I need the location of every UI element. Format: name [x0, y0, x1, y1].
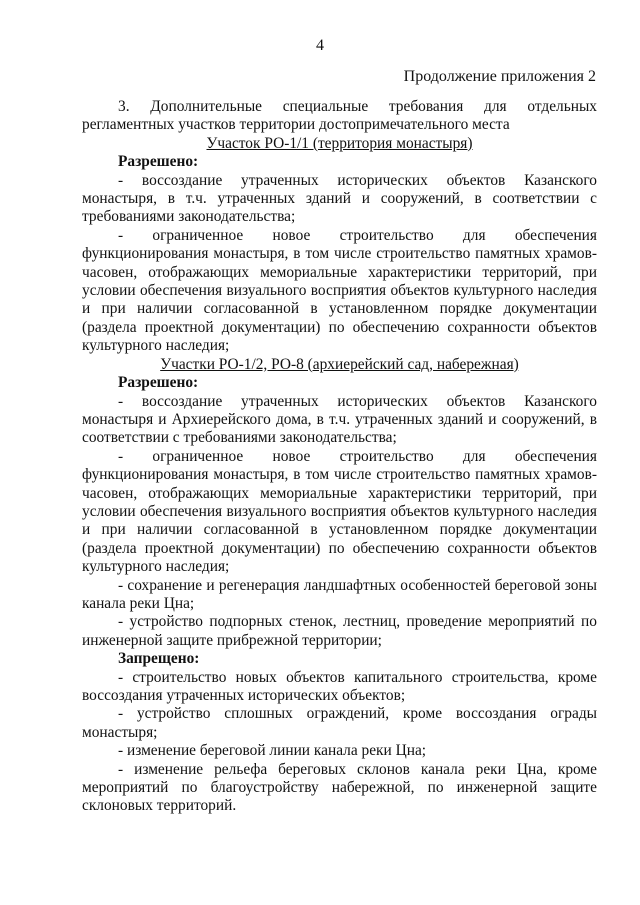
- block1-allowed-label: Разрешено:: [118, 153, 199, 171]
- block1-heading: Участок РО-1/1 (территория монастыря): [206, 134, 473, 152]
- block2-allowed-label: Разрешено:: [118, 374, 199, 392]
- block2-allowed-item: - воссоздание утраченных исторических объектов Казанского монастыря и Архиерейского дома, в т.ч. утраченных зданий и сооружений, в соответствии с требованиями законодательства;: [82, 392, 597, 447]
- block2-allowed-item: - сохранение и регенерация ландшафтных особенностей береговой зоны канала реки Цна;: [82, 576, 597, 612]
- section-title: 3. Дополнительные специальные требования для отдельных регламентных участков территории достопримечательного места: [82, 98, 597, 134]
- block2-heading: Участки РО-1/2, РО-8 (архиерейский сад, набережная): [160, 355, 519, 373]
- block2-allowed-item: - устройство подпорных стенок, лестниц, проведение мероприятий по инженерной защите прибрежной территории;: [82, 613, 597, 649]
- block2-forbidden-item: - строительство новых объектов капитального строительства, кроме воссоздания утраченных исторических объектов;: [82, 668, 597, 704]
- page-number: 4: [316, 37, 324, 54]
- block2-forbidden-item: - изменение рельефа береговых склонов канала реки Цна, кроме мероприятий по благоустройству набережной, по инженерной защите склоновых территорий.: [82, 760, 597, 815]
- block2-forbidden-label: Запрещено:: [118, 650, 200, 668]
- appendix-continuation-note: Продолжение приложения 2: [403, 68, 596, 85]
- block2-forbidden-item: - устройство сплошных ограждений, кроме воссоздания ограды монастыря;: [82, 705, 597, 741]
- document-body: [82, 98, 597, 816]
- block1-item: - ограниченное новое строительство для обеспечения функционирования монастыря, в том числе строительство памятных храмов-часовен, отображающих мемориальные характеристики территорий, при условии обеспечения визуального восприятия объектов культурного наследия и при наличии согласованной в установленном порядке документации (раздела проектной документации) по обеспечению сохранности объектов культурного наследия;: [82, 226, 597, 355]
- block2-allowed-item: - ограниченное новое строительство для обеспечения функционирования монастыря, в том числе строительство памятных храмов-часовен, отображающих мемориальные характеристики территорий, при условии обеспечения визуального восприятия объектов культурного наследия и при наличии согласованной в установленном порядке документации (раздела проектной документации) по обеспечению сохранности объектов культурного наследия;: [82, 447, 597, 576]
- block1-item: - воссоздание утраченных исторических объектов Казанского монастыря, в т.ч. утраченных зданий и сооружений, в соответствии с требованиями законодательства;: [82, 171, 597, 226]
- block2-forbidden-item: - изменение береговой линии канала реки Цна;: [118, 742, 427, 760]
